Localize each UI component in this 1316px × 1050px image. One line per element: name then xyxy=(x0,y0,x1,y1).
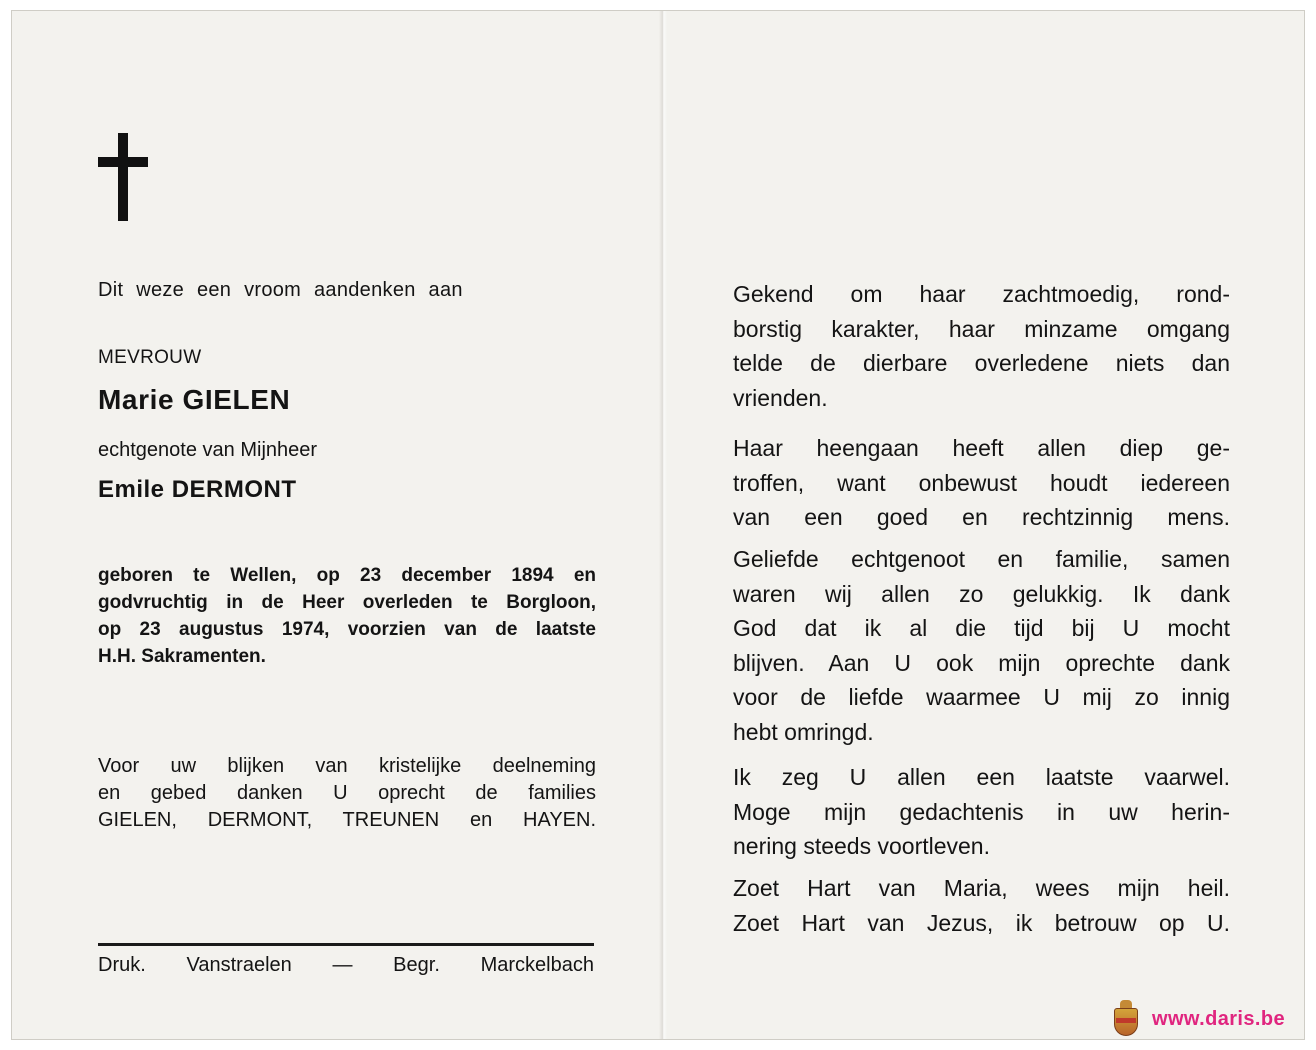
verse-line: borstig karakter, haar minzame omgang xyxy=(733,315,1230,342)
watermark-site[interactable]: www.daris.be xyxy=(1152,1007,1285,1030)
verse-line: nering steeds voortleven. xyxy=(733,833,990,860)
crest-icon xyxy=(1112,1000,1140,1038)
bio-line: H.H. Sakramenten. xyxy=(98,646,266,667)
verse-line: vrienden. xyxy=(733,384,828,411)
verse-line: troffen, want onbewust houdt iedereen xyxy=(733,469,1230,496)
watermark xyxy=(1112,998,1285,1040)
undertaker-name: Marckelbach xyxy=(480,954,594,976)
thanks-line: GIELEN, DERMONT, TREUNEN en HAYEN. xyxy=(98,809,596,831)
verse-line: waren wij allen zo gelukkig. Ik dank xyxy=(733,580,1230,607)
verse-line: Gekend om haar zachtmoedig, rond- xyxy=(733,281,1230,307)
verse-line: voor de liefde waarmee U mij zo innig xyxy=(733,684,1230,711)
verse-line: blijven. Aan U ook mijn oprechte dank xyxy=(733,649,1230,676)
printer-name: Vanstraelen xyxy=(186,954,292,976)
thanks-block xyxy=(98,753,596,834)
spouse-label: echtgenote van Mijnheer xyxy=(98,439,318,461)
dash: — xyxy=(332,954,353,976)
bio-block xyxy=(98,562,596,670)
left-panel xyxy=(12,11,659,1039)
verse-line: Zoet Hart van Maria, wees mijn heil. xyxy=(733,875,1230,901)
bio-line: op 23 augustus 1974, voorzien van de laatste xyxy=(98,619,596,640)
begr-label: Begr. xyxy=(393,954,440,976)
bio-line: geboren te Wellen, op 23 december 1894 en xyxy=(98,565,596,586)
right-panel xyxy=(667,11,1306,1039)
divider xyxy=(98,943,594,946)
deceased-name: Marie GIELEN xyxy=(98,384,291,415)
verse-line: Geliefde echtgenoot en familie, samen xyxy=(733,546,1230,572)
druk-label: Druk. xyxy=(98,954,146,976)
verse-line: hebt omringd. xyxy=(733,718,874,745)
thanks-line: en gebed danken U oprecht de families xyxy=(98,782,596,804)
verse-paragraph xyxy=(733,542,1230,750)
verse-line: telde de dierbare overledene niets dan xyxy=(733,350,1230,377)
verse-line: Ik zeg U allen een laatste vaarwel. xyxy=(733,764,1230,790)
verse-paragraph xyxy=(733,277,1230,415)
bio-line: godvruchtig in de Heer overleden te Borgloon, xyxy=(98,592,596,613)
thanks-line: Voor uw blijken van kristelijke deelneming xyxy=(98,755,596,777)
intro-text: Dit weze een vroom aandenken aan xyxy=(98,279,463,301)
spouse-name: Emile DERMONT xyxy=(98,476,297,503)
verse-paragraph xyxy=(733,431,1230,535)
verse-line: Moge mijn gedachtenis in uw herin- xyxy=(733,798,1230,825)
verse-line: Zoet Hart van Jezus, ik betrouw op U. xyxy=(733,909,1230,936)
honorific: MEVROUW xyxy=(98,347,202,368)
verse-paragraph xyxy=(733,760,1230,864)
verse-line: van een goed en rechtzinnig mens. xyxy=(733,504,1230,531)
printer-line xyxy=(98,954,594,977)
card-fold xyxy=(659,11,667,1039)
verse-line: God dat ik al die tijd bij U mocht xyxy=(733,615,1230,642)
verse-line: Haar heengaan heeft allen diep ge- xyxy=(733,435,1230,461)
cross-icon xyxy=(98,133,148,221)
verse-paragraph xyxy=(733,871,1230,940)
memorial-card xyxy=(11,10,1305,1040)
